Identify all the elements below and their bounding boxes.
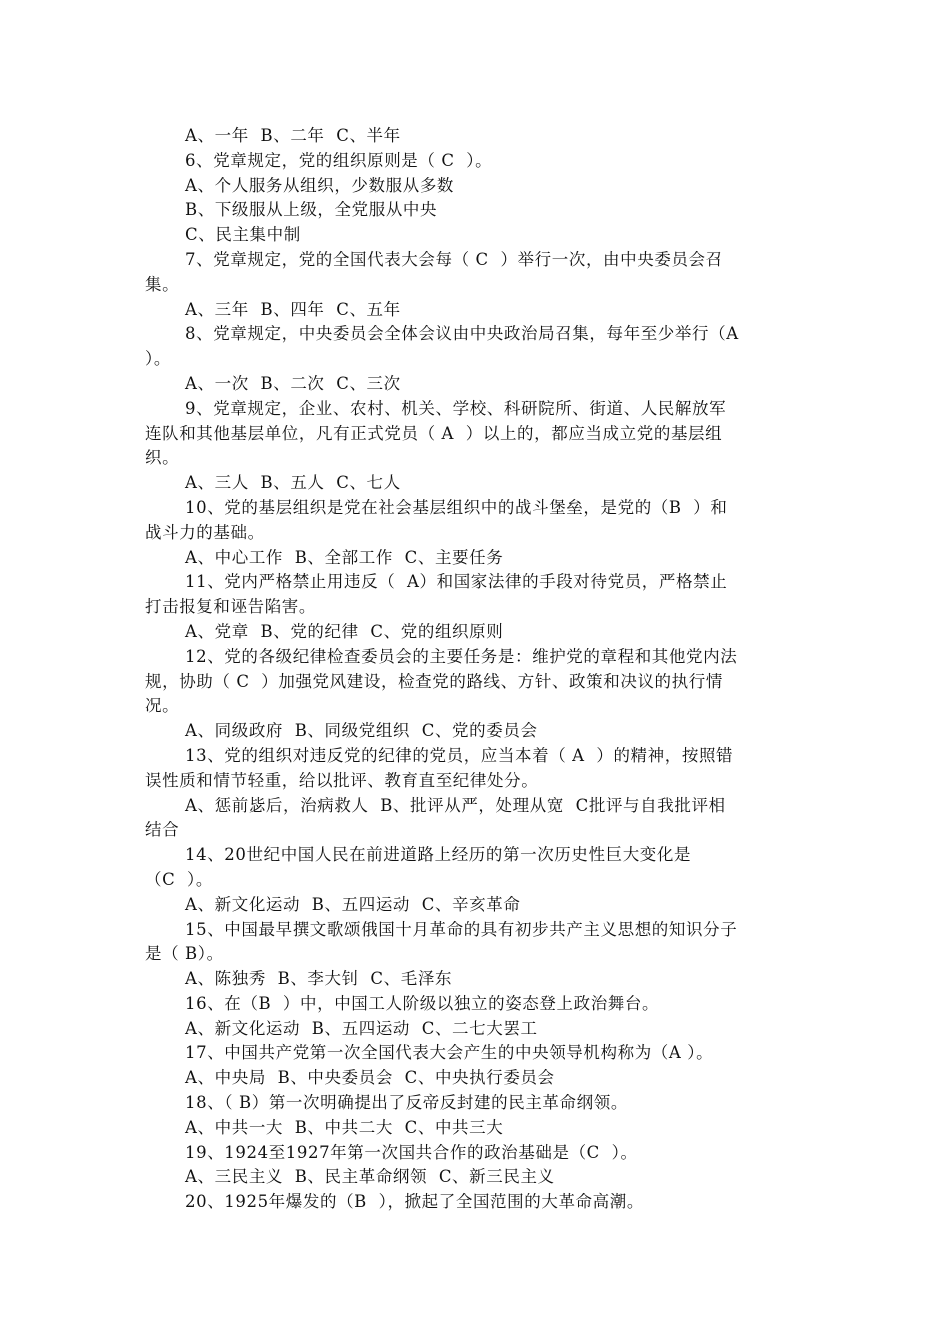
text-line: A、新文化运动 B、五四运动 C、二七大罢工: [185, 1018, 538, 1038]
text-line: 规，协助（ C ）加强党风建设，检查党的路线、方针、政策和决议的执行情: [145, 671, 723, 691]
text-line: A、党章 B、党的纪律 C、党的组织原则: [185, 621, 504, 641]
text-line: A、一次 B、二次 C、三次: [185, 373, 401, 393]
text-line: 织。: [145, 448, 180, 468]
text-line: A、三年 B、四年 C、五年: [185, 299, 401, 319]
text-line: 战斗力的基础。: [145, 522, 265, 542]
text-line: 是（ B）。: [145, 944, 224, 964]
text-line: 集。: [145, 274, 180, 294]
text-line: A、中心工作 B、全部工作 C、主要任务: [185, 547, 504, 567]
text-line: 8、党章规定，中央委员会全体会议由中央政治局召集，每年至少举行（A: [185, 324, 739, 344]
text-line: 连队和其他基层单位，凡有正式党员（ A ）以上的，都应当成立党的基层组: [145, 423, 723, 443]
text-line: A、一年 B、二年 C、半年: [185, 126, 401, 145]
text-line: 况。: [145, 696, 180, 716]
document-page: [145, 124, 805, 1215]
text-line: A、陈独秀 B、李大钊 C、毛泽东: [185, 969, 453, 989]
text-line: ）。: [145, 349, 171, 369]
text-line: C、民主集中制: [185, 225, 301, 245]
text-line: 12、党的各级纪律检查委员会的主要任务是：维护党的章程和其他党内法: [185, 646, 738, 666]
text-line: 13、党的组织对违反党的纪律的党员，应当本着（ A ）的精神，按照错: [185, 745, 734, 765]
text-line: 6、党章规定，党的组织原则是（ C ）。: [185, 150, 493, 170]
text-line: A、新文化运动 B、五四运动 C、辛亥革命: [185, 894, 521, 914]
text-line: 16、在（B ）中，中国工人阶级以独立的姿态登上政治舞台。: [185, 993, 660, 1013]
text-line: 结合: [145, 820, 180, 840]
text-line: 14、20世纪中国人民在前进道路上经历的第一次历史性巨大变化是: [185, 845, 692, 865]
text-line: 17、中国共产党第一次全国代表大会产生的中央领导机构称为（A ）。: [185, 1043, 714, 1063]
text-line: 10、党的基层组织是党在社会基层组织中的战斗堡垒，是党的（B ）和: [185, 497, 728, 517]
text-line: 误性质和情节轻重，给以批评、教育直至纪律处分。: [145, 770, 539, 790]
text-line: 7、党章规定，党的全国代表大会每（ C ）举行一次，由中央委员会召: [185, 249, 723, 269]
text-line: A、个人服务从组织，少数服从多数: [185, 175, 455, 195]
text-line: A、惩前毖后，治病救人 B、批评从严，处理从宽 C批评与自我批评相: [185, 795, 726, 815]
text-line: B、下级服从上级，全党服从中央: [185, 200, 438, 220]
text-line: 11、党内严格禁止用违反（ A）和国家法律的手段对待党员，严格禁止: [185, 572, 728, 592]
text-line: 打击报复和诬告陷害。: [145, 597, 316, 617]
text-line: 9、党章规定，企业、农村、机关、学校、科研院所、街道、人民解放军: [185, 398, 727, 418]
text-line: 19、1924至1927年第一次国共合作的政治基础是（C ）。: [185, 1142, 638, 1162]
text-line: 18、（ B）第一次明确提出了反帝反封建的民主革命纲领。: [185, 1093, 628, 1113]
text-line: 15、中国最早撰文歌颂俄国十月革命的具有初步共产主义思想的知识分子: [185, 919, 738, 939]
text-line: A、三民主义 B、民主革命纲领 C、新三民主义: [185, 1167, 555, 1187]
text-line: 20、1925年爆发的（B ），掀起了全国范围的大革命高潮。: [185, 1192, 644, 1212]
text-line: A、中共一大 B、中共二大 C、中共三大: [185, 1117, 504, 1137]
text-line: A、同级政府 B、同级党组织 C、党的委员会: [185, 721, 538, 741]
text-line: A、三人 B、五人 C、七人: [185, 473, 401, 493]
text-line: （C ）。: [145, 869, 213, 889]
text-line: A、中央局 B、中央委员会 C、中央执行委员会: [185, 1068, 555, 1088]
